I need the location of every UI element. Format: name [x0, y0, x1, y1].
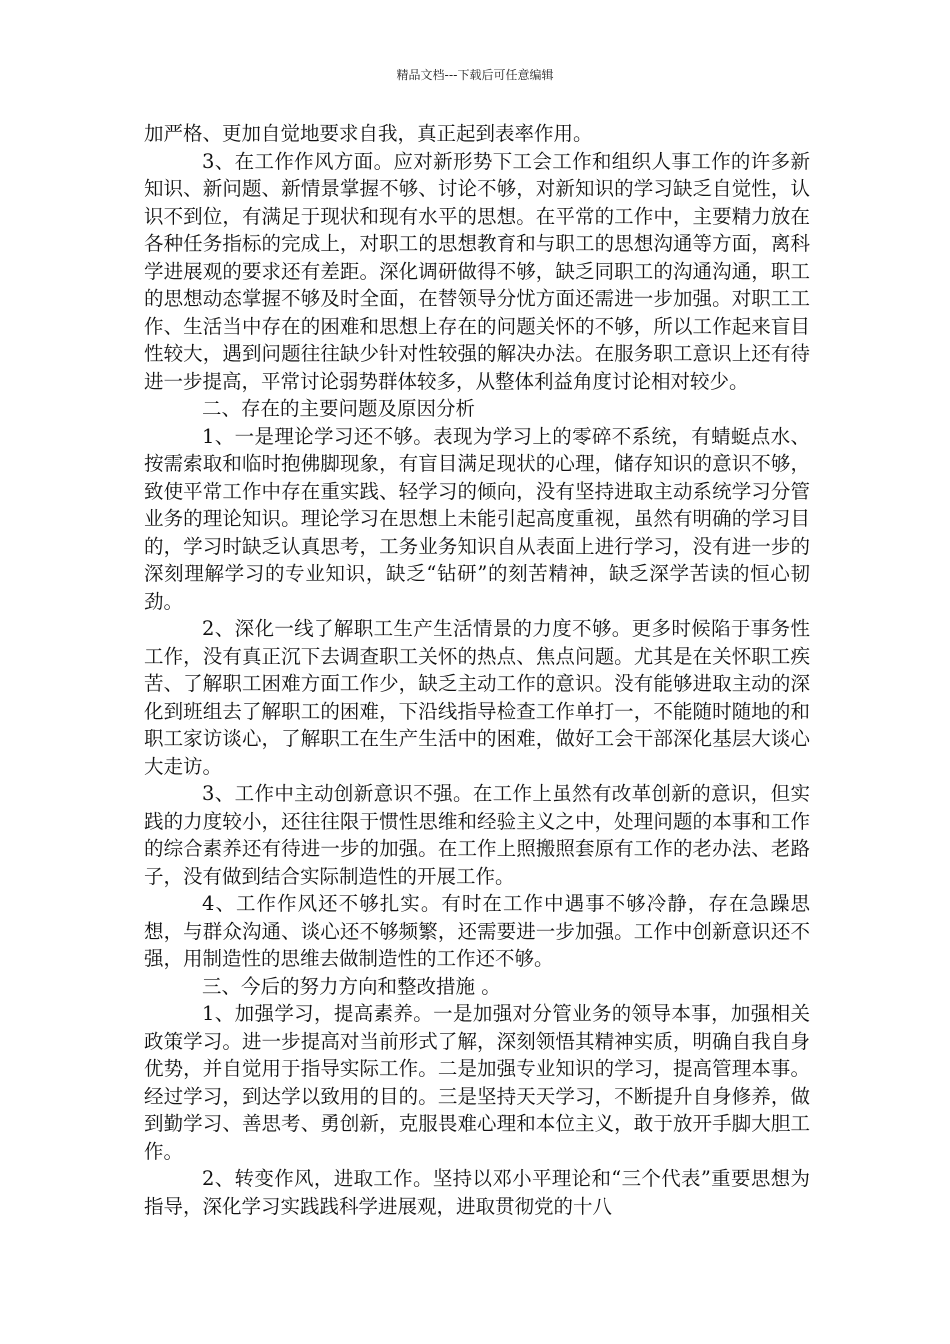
page-header: 精品文档---下载后可任意编辑: [396, 68, 554, 82]
paragraph: 2、深化一线了解职工生产生活情景的力度不够。更多时候陷于事务性工作，没有真正沉下去调查职工关怀的热点、焦点问题。尤其是在关怀职工疾苦、了解职工困难方面工作少，缺乏主动工作的意识。没有能够进取主动的深化到班组去了解职工的困难，下沿线指导检查工作单打一，不能随时随地的和职工家访谈心，了解职工在生产生活中的困难，做好工会干部深化基层大谈心大走访。: [144, 617, 810, 778]
paragraph: 2、转变作风，进取工作。坚持以邓小平理论和“三个代表”重要思想为指导，深化学习实践践科学进展观，进取贯彻党的十八: [144, 1167, 810, 1218]
section-heading: 三、今后的努力方向和整改措施 。: [202, 974, 501, 998]
document-body: [144, 120, 810, 1220]
paragraph: 3、工作中主动创新意识不强。在工作上虽然有改革创新的意识，但实践的力度较小，还往往限于惯性思维和经验主义之中，处理问题的本事和工作的综合素养还有待进一步的加强。在工作上照搬照套原有工作的老办法、老路子，没有做到结合实际制造性的开展工作。: [144, 782, 810, 888]
paragraph: 加严格、更加自觉地要求自我，真正起到表率作用。: [144, 122, 593, 145]
paragraph: 1、加强学习，提高素养。一是加强对分管业务的领导本事，加强相关政策学习。进一步提高对当前形式了解，深刻领悟其精神实质，明确自我自身优势，并自觉用于指导实际工作。二是加强专业知识的学习，提高管理本事。经过学习，到达学以致用的目的。三是坚持天天学习，不断提升自身修养，做到勤学习、善思考、勇创新，克服畏难心理和本位主义，敢于放开手脚大胆工作。: [144, 1002, 810, 1163]
paragraph: 3、在工作作风方面。应对新形势下工会工作和组织人事工作的许多新知识、新问题、新情景掌握不够、讨论不够，对新知识的学习缺乏自觉性，认识不到位，有满足于现状和现有水平的思想。在平常的工作中，主要精力放在各种任务指标的完成上，对职工的思想教育和与职工的思想沟通等方面，离科学进展观的要求还有差距。深化调研做得不够，缺乏同职工的沟通沟通，职工的思想动态掌握不够及时全面，在替领导分忧方面还需进一步加强。对职工工作、生活当中存在的困难和思想上存在的问题关怀的不够，所以工作起来盲目性较大，遇到问题往往缺少针对性较强的解决办法。在服务职工意识上还有待进一步提高，平常讨论弱势群体较多，从整体利益角度讨论相对较少。: [144, 149, 810, 393]
paragraph: 1、一是理论学习还不够。表现为学习上的零碎不系统，有蜻蜓点水、按需索取和临时抱佛脚现象，有盲目满足现状的心理，储存知识的意识不够，致使平常工作中存在重实践、轻学习的倾向，没有坚持进取主动系统学习分管业务的理论知识。理论学习在思想上未能引起高度重视，虽然有明确的学习目的，学习时缺乏认真思考，工务业务知识自从表面上进行学习，没有进一步的深刻理解学习的专业知识，缺乏“钻研”的刻苦精神，缺乏深学苦读的恒心韧劲。: [144, 424, 810, 613]
section-heading: 二、存在的主要问题及原因分析: [202, 397, 476, 420]
paragraph: 4、工作作风还不够扎实。有时在工作中遇事不够冷静，存在急躁思想，与群众沟通、谈心还不够频繁，还需要进一步加强。工作中创新意识还不强，用制造性的思维去做制造性的工作还不够。: [144, 892, 810, 970]
